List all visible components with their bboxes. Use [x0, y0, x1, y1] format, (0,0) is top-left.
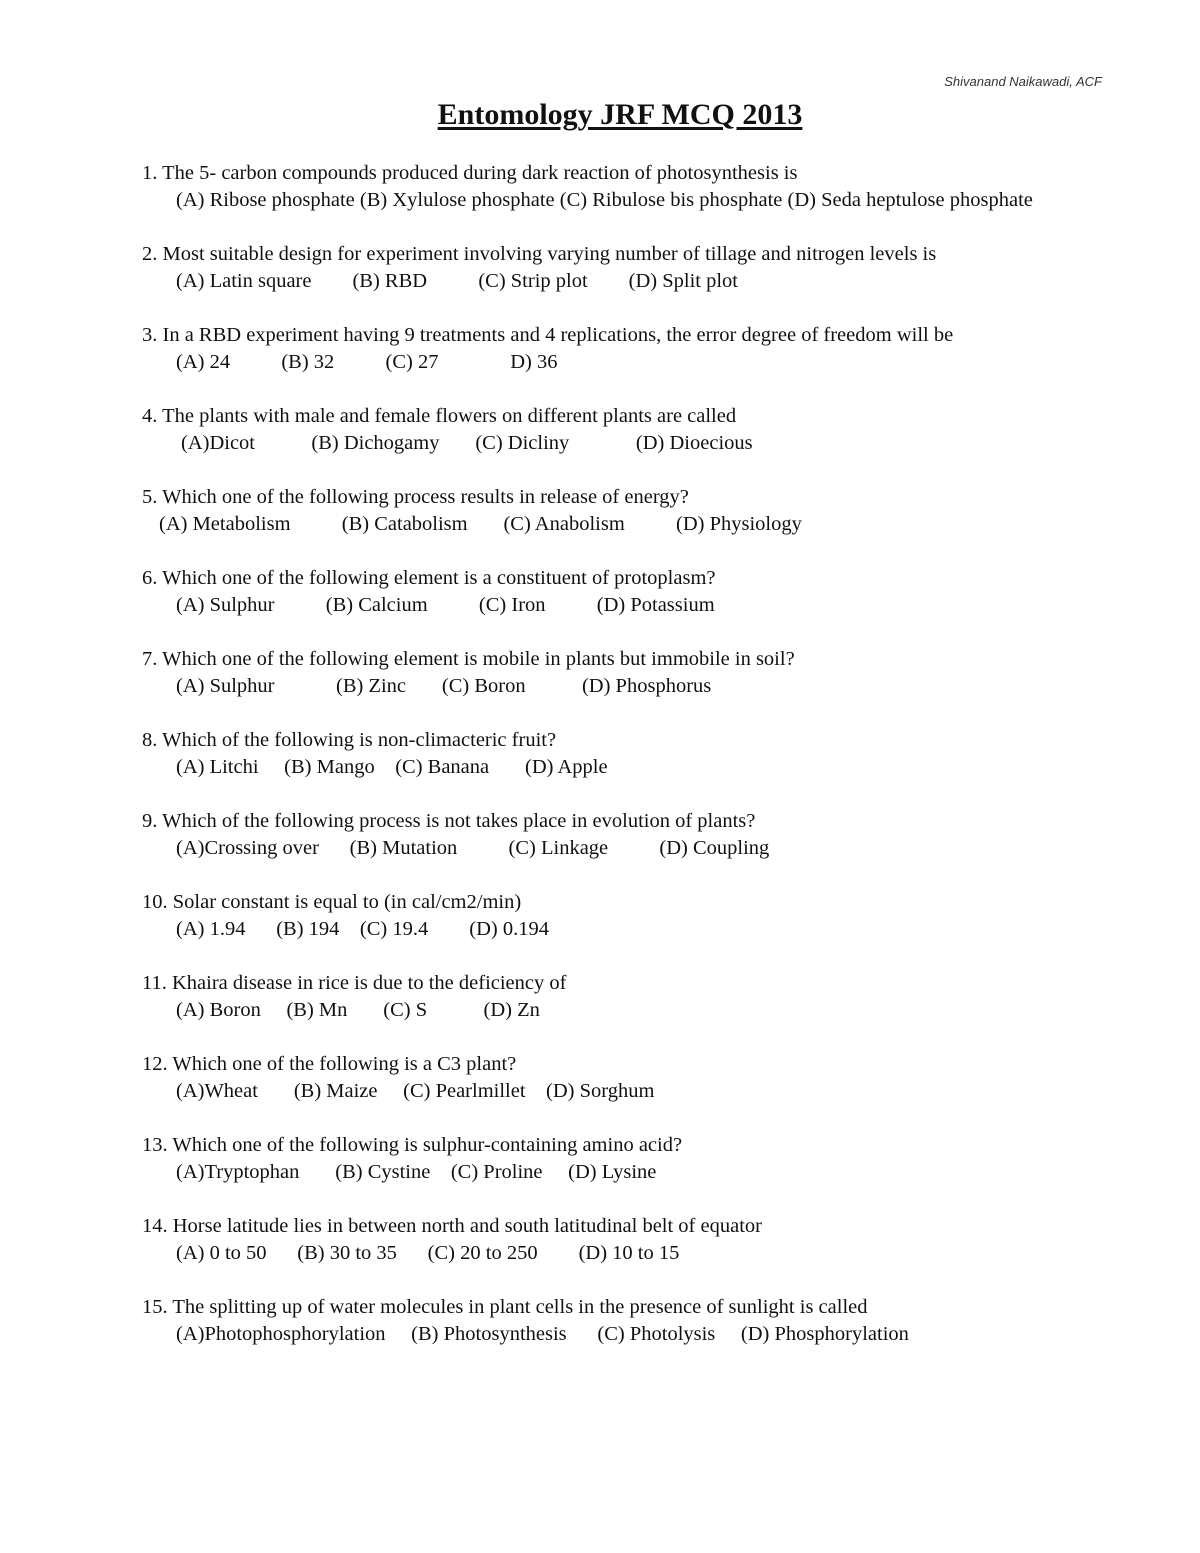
question-5	[142, 484, 1107, 538]
question-text: 12. Which one of the following is a C3 plant?	[142, 1053, 517, 1075]
question-4	[142, 403, 1107, 457]
page-title: Entomology JRF MCQ 2013	[437, 98, 803, 131]
question-text: 11. Khaira disease in rice is due to the deficiency of	[142, 972, 567, 994]
question-options: (A)Wheat (B) Maize (C) Pearlmillet (D) Sorghum	[176, 1080, 655, 1102]
question-options: (A)Dicot (B) Dichogamy (C) Dicliny (D) Dioecious	[181, 432, 753, 454]
question-options: (A) Latin square (B) RBD (C) Strip plot (D) Split plot	[176, 270, 738, 292]
question-text: 2. Most suitable design for experiment involving varying number of tillage and nitrogen levels is	[142, 243, 937, 265]
question-11	[142, 970, 1107, 1024]
question-text: 8. Which of the following is non-climacteric fruit?	[142, 729, 557, 751]
question-6	[142, 565, 1107, 619]
question-3	[142, 322, 1107, 376]
author-note: Shivanand Naikawadi, ACF	[944, 74, 1102, 89]
question-text: 13. Which one of the following is sulphur-containing amino acid?	[142, 1134, 683, 1156]
question-options: (A) Boron (B) Mn (C) S (D) Zn	[176, 999, 540, 1021]
question-options: (A) 0 to 50 (B) 30 to 35 (C) 20 to 250 (D) 10 to 15	[176, 1242, 680, 1264]
question-text: 7. Which one of the following element is mobile in plants but immobile in soil?	[142, 648, 795, 670]
question-12	[142, 1051, 1107, 1105]
question-options: (A) Sulphur (B) Calcium (C) Iron (D) Potassium	[176, 594, 715, 616]
question-1	[142, 160, 1107, 214]
question-list	[142, 160, 1107, 1375]
question-options: (A) Litchi (B) Mango (C) Banana (D) Apple	[176, 756, 608, 778]
question-text: 3. In a RBD experiment having 9 treatments and 4 replications, the error degree of freedom will be	[142, 324, 954, 346]
question-options: (A)Crossing over (B) Mutation (C) Linkage (D) Coupling	[176, 837, 770, 859]
question-options: (A) Ribose phosphate (B) Xylulose phosphate (C) Ribulose bis phosphate (D) Seda heptulose phosphate	[176, 189, 1033, 211]
question-10	[142, 889, 1107, 943]
question-text: 15. The splitting up of water molecules in plant cells in the presence of sunlight is called	[142, 1296, 868, 1318]
question-options: (A) Metabolism (B) Catabolism (C) Anabolism (D) Physiology	[159, 513, 802, 535]
question-8	[142, 727, 1107, 781]
question-15	[142, 1294, 1107, 1348]
question-9	[142, 808, 1107, 862]
question-text: 14. Horse latitude lies in between north and south latitudinal belt of equator	[142, 1215, 762, 1237]
question-options: (A) 1.94 (B) 194 (C) 19.4 (D) 0.194	[176, 918, 549, 940]
question-text: 9. Which of the following process is not takes place in evolution of plants?	[142, 810, 756, 832]
question-text: 1. The 5- carbon compounds produced during dark reaction of photosynthesis is	[142, 162, 798, 184]
question-7	[142, 646, 1107, 700]
question-14	[142, 1213, 1107, 1267]
question-options: (A) Sulphur (B) Zinc (C) Boron (D) Phosphorus	[176, 675, 712, 697]
question-text: 10. Solar constant is equal to (in cal/cm2/min)	[142, 891, 522, 913]
question-text: 6. Which one of the following element is a constituent of protoplasm?	[142, 567, 716, 589]
question-13	[142, 1132, 1107, 1186]
question-options: (A) 24 (B) 32 (C) 27 D) 36	[176, 351, 558, 373]
question-text: 5. Which one of the following process results in release of energy?	[142, 486, 689, 508]
question-options: (A)Photophosphorylation (B) Photosynthesis (C) Photolysis (D) Phosphorylation	[176, 1323, 909, 1345]
question-2	[142, 241, 1107, 295]
question-text: 4. The plants with male and female flowers on different plants are called	[142, 405, 737, 427]
question-options: (A)Tryptophan (B) Cystine (C) Proline (D) Lysine	[176, 1161, 657, 1183]
